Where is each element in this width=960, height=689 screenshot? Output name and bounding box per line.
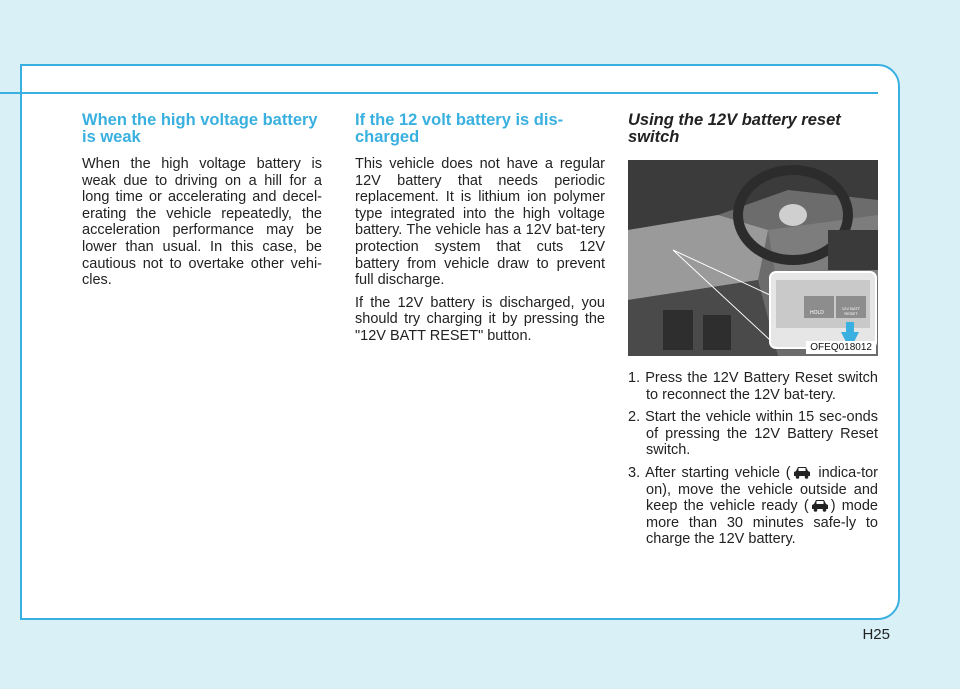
step-1: 1. Press the 12V Battery Reset switch to reconnect the 12V bat-tery. — [628, 370, 878, 403]
figure-caption: OFEQ018012 — [806, 341, 876, 354]
column-high-voltage — [82, 112, 322, 295]
dashboard-figure — [628, 160, 878, 356]
column-12v-discharged — [355, 112, 605, 351]
left-rule — [20, 92, 22, 620]
dashboard-illustration — [628, 160, 878, 356]
step-3-part-a: 3. After starting vehicle ( — [628, 464, 791, 481]
step-2: 2. Start the vehicle within 15 sec-onds of pressing the 12V Battery Reset switch. — [628, 409, 878, 459]
top-rule — [0, 92, 878, 94]
step-3-part-c: ) mode more than 30 minutes safe-ly to charge the 12V battery. — [646, 498, 878, 548]
paragraph-high-voltage: When the high voltage battery is weak due to driving on a hill for a long time or accelerating and decel-erating the vehicle repeatedly, the acceleration performance may be lower than usual. In this case, be cautious not to overtake other vehi-cles. — [82, 156, 322, 289]
heading-12v-discharged: If the 12 volt battery is dis-charged — [355, 111, 564, 146]
paragraph-12v-reset: If the 12V battery is discharged, you should try charging it by pressing the "12V BATT RESET" button. — [355, 294, 605, 344]
heading-reset-switch: Using the 12V battery reset switch — [628, 111, 841, 146]
reset-steps — [628, 370, 878, 548]
heading-high-voltage: When the high voltage battery is weak — [82, 111, 318, 146]
car-ready-icon — [793, 465, 811, 479]
step-3-part-b: indica-tor on), move the vehicle outside and keep the vehicle ready ( — [646, 464, 878, 515]
paragraph-12v-intro: This vehicle does not have a regular 12V battery that needs periodic replacement. It is lithium ion polymer type integrated into the high voltage battery. The vehicle has a 12V bat-tery protection system that cuts 12V battery from vehicle draw to prevent full discharge. — [355, 156, 605, 289]
hold-label: HOLD — [810, 310, 824, 316]
car-ready-icon — [811, 498, 829, 512]
page-number: H25 — [862, 626, 890, 643]
step-3 — [628, 465, 878, 548]
column-reset-switch — [628, 112, 878, 554]
reset-label: 12V BATT RESET — [841, 306, 861, 316]
